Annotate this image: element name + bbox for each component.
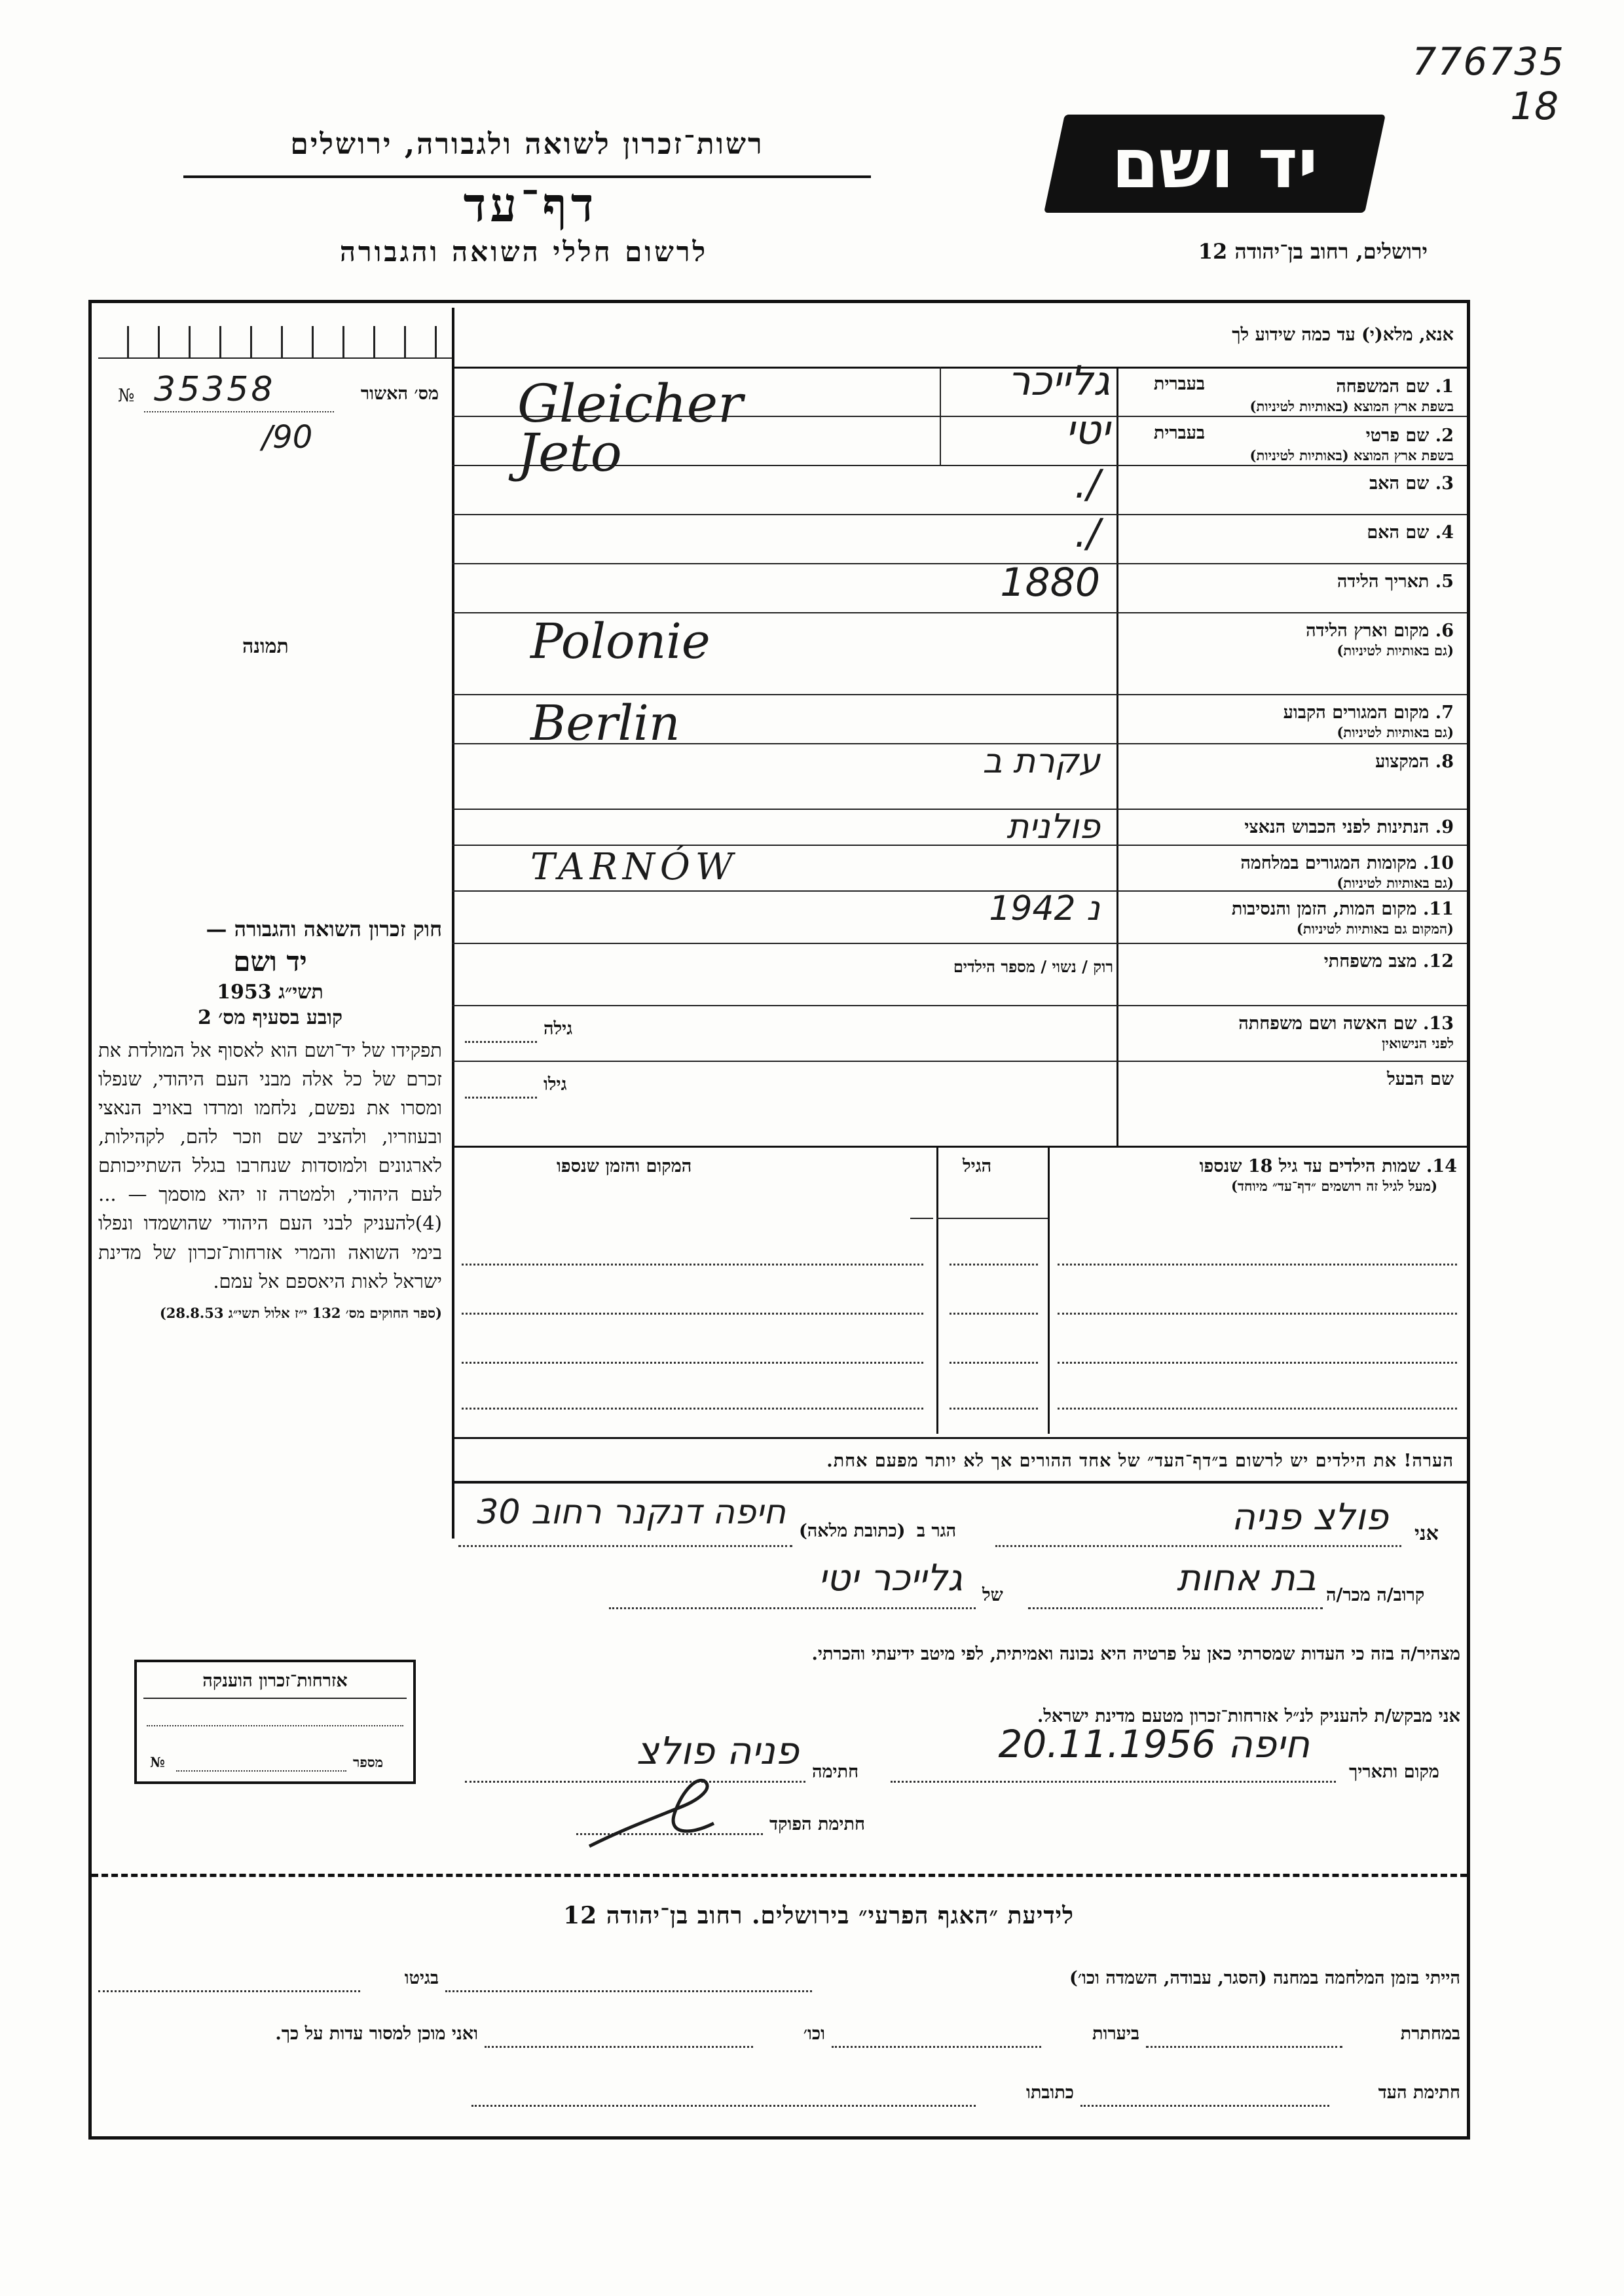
approval-no-mark: № (118, 386, 135, 406)
child-entry-line[interactable] (1058, 1408, 1457, 1410)
note-bottom-line (452, 1481, 1467, 1484)
field-row-line (452, 1005, 1467, 1006)
field-value-9[interactable]: פולנית (1006, 807, 1100, 847)
field-label-13 (1123, 1013, 1454, 1052)
form-title: דף־עד (463, 177, 598, 232)
approval-sub-number[interactable]: /90 (262, 419, 313, 456)
child-entry-line[interactable] (950, 1264, 1038, 1266)
relative-label: קרוב/ה מכר/ה (1326, 1585, 1425, 1605)
field-sublabel: בשפת ארץ המוצא (באותיות לטיניות) (1249, 446, 1454, 464)
logo-text: יד ושם (1111, 124, 1318, 204)
field-label-text: 2. שם פרטי (1365, 426, 1454, 446)
field-label-11 (1123, 898, 1454, 938)
photo-label: תמונה (242, 635, 289, 658)
field-sublabel: בשפת ארץ המוצא (באותיות לטיניות) (1249, 397, 1454, 414)
declarant-name-line (995, 1545, 1401, 1547)
declaration-request: אני מבקש/ת להעניק לנ״ל אזרחות־זכרון מטעם מדינת ישראל. (1037, 1706, 1460, 1726)
law-panel (98, 917, 442, 1322)
children-subtitle: (מעל לגיל זה רושמים ״דף־עד״ מיוחד) (1230, 1177, 1437, 1194)
children-table-top (452, 1146, 1467, 1148)
field-value-8[interactable]: עקרת ב (982, 742, 1100, 781)
place-date-label: מקום ותאריך (1349, 1762, 1439, 1782)
field-value-hebrew[interactable]: יטי (1065, 406, 1110, 454)
of-whom-line (609, 1607, 976, 1609)
officer-signature-scribble (563, 1768, 760, 1859)
citizenship-box (134, 1660, 416, 1784)
bottom-title: לידיעת ״האגף הפרעי״ בירושלים. רחוב בן־יהודה 12 (563, 1902, 1074, 1929)
place-date-value[interactable]: חיפה 20.11.1956 (998, 1722, 1310, 1766)
field-sublabel: (גם באותיות לטיניות) (1337, 642, 1454, 659)
field-label-5 (1123, 571, 1454, 593)
form-subtitle: לרשום חללי השואה והגבורה (339, 236, 709, 268)
field-value-12[interactable]: רוק / נשוי / מספר הילדים (953, 957, 1113, 976)
ticks-box (98, 326, 452, 359)
field-label-text: 7. מקום המגורים הקבוע (1283, 702, 1454, 723)
citizenship-box-title: אזרחות־זכרון הוענקה (143, 1662, 407, 1699)
children-title: שמות הילדים עד גיל 18 שנספו (1199, 1156, 1420, 1176)
field-label-text: 11. מקום המות, הזמן והנסיבות (1231, 899, 1454, 919)
children-header-line-2 (910, 1218, 933, 1219)
intro-text: אנא, מלא(י) עד כמה שידוע לך (1232, 325, 1454, 345)
field-sublabel: (המקום גם באותיות לטיניות) (1296, 920, 1454, 937)
field-label-6 (1123, 620, 1454, 659)
children-number: 14. (1426, 1156, 1457, 1176)
field-value-4[interactable]: /. (1074, 511, 1100, 556)
citizenship-box-no-mark: № (150, 1754, 165, 1770)
bottom-witness-signature-label: חתימת העד (1378, 2083, 1460, 2103)
field-value-10[interactable]: TARNÓW (530, 846, 739, 888)
field-sublabel: (גם באותיות לטיניות) (1337, 874, 1454, 891)
field-hebrew-tag: בעברית (1153, 374, 1205, 394)
bottom-camp-label: הייתי בזמן המלחמה במחנה (הסגר, עבודה, השמדה וכו׳) (1069, 1968, 1460, 1988)
child-entry-line[interactable] (462, 1362, 923, 1364)
approval-label: מס׳ האשור (360, 384, 439, 404)
officer-signature-label: חתימת הפוקד (769, 1814, 865, 1834)
left-column-divider (452, 308, 454, 1539)
declaration-address-label: (כתובת מלאה) (799, 1521, 906, 1541)
field-label-3 (1123, 473, 1454, 495)
declaration-statement: מצהיר/ה בזה כי העדות שמסרתי כאן על פרטיה היא נכונה ואמיתית, לפי מיטב ידיעתי והכרתי. (811, 1644, 1460, 1664)
child-entry-line[interactable] (462, 1313, 923, 1315)
field-value-hebrew[interactable]: גלייכר (1007, 357, 1110, 405)
bottom-address-label: כתובתו (1026, 2083, 1074, 2103)
bottom-etc-line (485, 2046, 753, 2048)
signature-value[interactable]: פניה פולצ (636, 1728, 799, 1773)
field-label-text: שם הבעל (1387, 1069, 1454, 1089)
declarant-name[interactable]: פולצ פניה (1231, 1496, 1388, 1539)
field-value-latin[interactable]: Gleicher (517, 373, 743, 434)
corner-number: 776735 (1412, 39, 1565, 84)
signature-label: חתימה (812, 1762, 859, 1782)
field-label-text: 5. תאריך הלידה (1337, 572, 1454, 592)
children-col-divider-1 (936, 1146, 938, 1434)
field-label-9 (1123, 816, 1454, 839)
child-entry-line[interactable] (950, 1362, 1038, 1364)
field-label-text: 1. שם המשפחה (1336, 376, 1454, 397)
field-sublabel: לפני הנישואין (1382, 1034, 1454, 1051)
bottom-camp-line (445, 1990, 812, 1992)
children-header (1048, 1156, 1457, 1195)
field-label-text: 9. הנתינות לפני הכבוש הנאצי (1244, 817, 1454, 837)
field-label-4 (1123, 522, 1454, 544)
authority-name: רשות־זכרון לשואה ולגבורה, ירושלים (290, 128, 764, 161)
law-body: תפקידו של יד־ושם הוא לאסוף אל המולדת את זכרם של כל אלה מבני העם היהודי, שנפלו ומסרו את נפשם, נלחמו ומרדו באויב הנאצי ובעוזריו, ולהציב שם וזכר להם, לקהילות, לארגונים ולמוסדות שנחרבו בגלל השתייכותם לעם היהודי, ולמטרה זו יהא מוסמך — ...(4)להעניק לבני העם היהודי שהושמדו ונפלו בימי השואה והמרי אזרחות־זכרון של מדינת ישראל לאות היאספם אל עמם. (98, 1039, 442, 1292)
children-place-header: המקום והזמן שנספו (557, 1156, 692, 1176)
field-sublabel: (גם באותיות לטיניות) (1337, 723, 1454, 740)
field-label-text: 4. שם האם (1367, 522, 1454, 543)
approval-line (144, 411, 334, 412)
bottom-ready-text: ואני מוכן למסור עדות על כך. (275, 2024, 478, 2044)
child-entry-line[interactable] (1058, 1264, 1457, 1266)
field-extra-label: גילו (544, 1074, 567, 1095)
bottom-witness-signature-line (1080, 2105, 1329, 2107)
law-section: קובע בסעיף מס׳ 2 (197, 1006, 343, 1029)
declarant-address-line (458, 1545, 792, 1547)
field-label-text: 8. המקצוע (1375, 752, 1454, 772)
field-extra-line (465, 1041, 537, 1043)
field-label-text: 3. שם האב (1369, 473, 1454, 494)
child-entry-line[interactable] (950, 1408, 1038, 1410)
field-row-line (452, 1061, 1467, 1062)
children-header-line (936, 1218, 1048, 1219)
field-label-text: 13. שם האשה ושם משפחתה (1238, 1013, 1454, 1034)
approval-number[interactable]: 35358 (154, 370, 276, 409)
field-value-11[interactable]: נ 1942 (989, 889, 1100, 928)
citizenship-number-line (176, 1770, 346, 1772)
field-label-12 (1123, 951, 1454, 973)
bottom-address-line (471, 2105, 976, 2107)
bottom-ghetto-label: בגיטו (404, 1968, 439, 1988)
law-year: תשי״ג 1953 (217, 981, 323, 1004)
corner-annotation (1408, 39, 1565, 170)
law-title: חוק זכרון השואה והגבורה — (206, 917, 442, 941)
bottom-underground-label: במחתרת (1400, 2024, 1460, 2044)
declaration-ani: אני (1414, 1522, 1439, 1545)
citizenship-box-line (147, 1725, 403, 1726)
bottom-forests-label: ביערות (1092, 2024, 1139, 2044)
children-col-divider-2 (1048, 1146, 1050, 1434)
law-reference: (ספר החוקים מס׳ 132 י״ז אלול תשי״ג 28.8.53) (159, 1304, 442, 1321)
of-label: של (982, 1585, 1003, 1605)
yad-vashem-logo (1044, 115, 1386, 213)
field-value-3[interactable]: /. (1074, 462, 1100, 507)
label-column-divider (1116, 367, 1118, 1146)
field-label-14 (1123, 1068, 1454, 1091)
tear-separator (92, 1874, 1467, 1877)
field-label-text: 6. מקום וארץ הלידה (1306, 621, 1454, 641)
bottom-etc-label: וכו׳ (803, 2024, 825, 2044)
field-value-5[interactable]: 1880 (1000, 560, 1100, 606)
relative-value[interactable]: בת אחות (1176, 1557, 1316, 1599)
field-extra-label: גילה (544, 1019, 573, 1039)
note-text: הערה! את הילדים יש לרשום ב״דף־העד״ של אחד ההורים אך לא יותר מפעם אחת. (826, 1451, 1454, 1471)
field-label-text: 10. מקומות המגורים במלחמה (1240, 853, 1454, 873)
law-name: יד ושם (233, 945, 307, 977)
children-age-header: הגיל (963, 1156, 992, 1176)
child-entry-line[interactable] (1058, 1313, 1457, 1315)
address: ירושלים, רחוב בן־יהודה 12 (1198, 239, 1428, 264)
bottom-ghetto-line (98, 1990, 360, 1992)
bottom-forests-line (832, 2046, 1041, 2048)
field-extra-line (465, 1097, 537, 1099)
place-date-line (891, 1781, 1336, 1783)
bottom-underground-line (1146, 2046, 1342, 2048)
field-label-text: 12. מצב משפחתי (1323, 951, 1454, 972)
child-entry-line[interactable] (462, 1408, 923, 1410)
field-label-7 (1123, 702, 1454, 741)
child-entry-line[interactable] (462, 1264, 923, 1266)
corner-sub-number: 18 (1510, 84, 1559, 128)
field-row-line (452, 943, 1467, 944)
relative-line (1028, 1607, 1323, 1609)
declarant-address[interactable]: חיפה דנקנר רחוב 30 (477, 1493, 786, 1532)
child-entry-line[interactable] (1058, 1362, 1457, 1364)
field-label-10 (1123, 852, 1454, 892)
of-whom-value[interactable]: גלייכר יטי (818, 1557, 963, 1599)
declaration-hagar-label: הגר ב (917, 1521, 957, 1541)
field-value-latin[interactable]: Jeto (517, 422, 622, 483)
citizenship-box-number-label: מספר (353, 1754, 384, 1770)
field-value-7[interactable]: Berlin (530, 695, 680, 752)
field-hebrew-tag: בעברית (1153, 423, 1205, 443)
field-label-8 (1123, 751, 1454, 773)
note-top-line (452, 1437, 1467, 1439)
child-entry-line[interactable] (950, 1313, 1038, 1315)
field-value-6[interactable]: Polonie (530, 613, 710, 670)
